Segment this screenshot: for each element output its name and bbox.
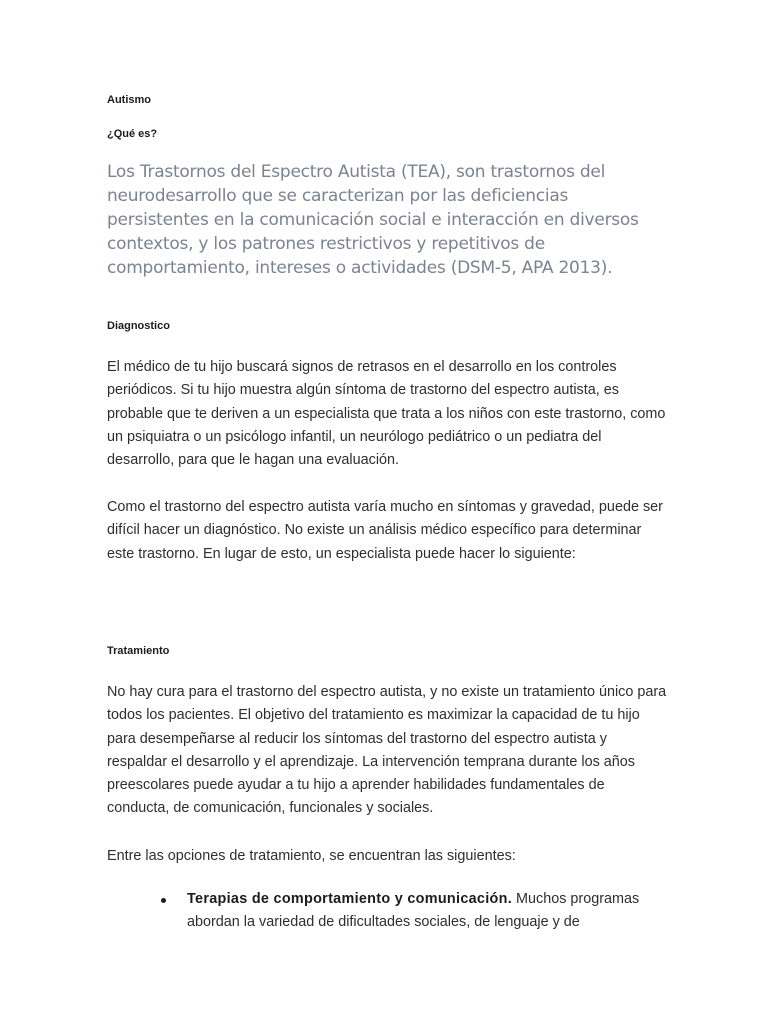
bullet-item-title: Terapias de comportamiento y comunicación. — [187, 891, 513, 907]
treatment-options-list — [0, 888, 768, 935]
document-title: Autismo — [107, 94, 151, 106]
tratamiento-paragraph-1: No hay cura para el trastorno del espectro autista, y no existe un tratamiento único para todos los pacientes. El objetivo del tratamiento es maximizar la capacidad de tu hijo para desempeñarse al reducir los síntomas del trastorno del espectro autista y respaldar el desarrollo y el aprendizaje. La intervención temprana durante los años preescolares puede ayudar a tu hijo a aprender habilidades fundamentales de conducta, de comunicación, funcionales y sociales. — [107, 684, 667, 817]
section-heading-tratamiento: Tratamiento — [107, 645, 170, 657]
lead-paragraph: Los Trastornos del Espectro Autista (TEA), son trastornos del neurodesarrollo que se caracterizan por las deficiencias persistentes en la comunicación social e interacción en diversos contextos, y los patrones restrictivos y repetitivos de comportamiento, intereses o actividades (DSM-5, APA 2013). — [107, 162, 639, 278]
list-item — [0, 888, 667, 935]
bullet-item-text: Muchos programas abordan la variedad de dificultades sociales, de lenguaje y de — [187, 891, 640, 931]
diagnostico-paragraph-2: Como el trastorno del espectro autista varía mucho en síntomas y gravedad, puede ser difícil hacer un diagnóstico. No existe un análisis médico específico para determinar este trastorno. En lugar de esto, un especialista puede hacer lo siguiente: — [107, 499, 663, 562]
section-heading-que-es: ¿Qué es? — [107, 128, 158, 140]
bullet-icon — [161, 898, 166, 903]
section-heading-diagnostico: Diagnostico — [107, 320, 170, 332]
diagnostico-paragraph-1: El médico de tu hijo buscará signos de retrasos en el desarrollo en los controles periódicos. Si tu hijo muestra algún síntoma de trastorno del espectro autista, es probable que te deriven a un especialista que trata a los niños con este trastorno, como un psiquiatra o un psicólogo infantil, un neurólogo pediátrico o un pediatra del desarrollo, para que le hagan una evaluación. — [107, 359, 666, 469]
tratamiento-paragraph-2: Entre las opciones de tratamiento, se encuentran las siguientes: — [107, 848, 516, 864]
